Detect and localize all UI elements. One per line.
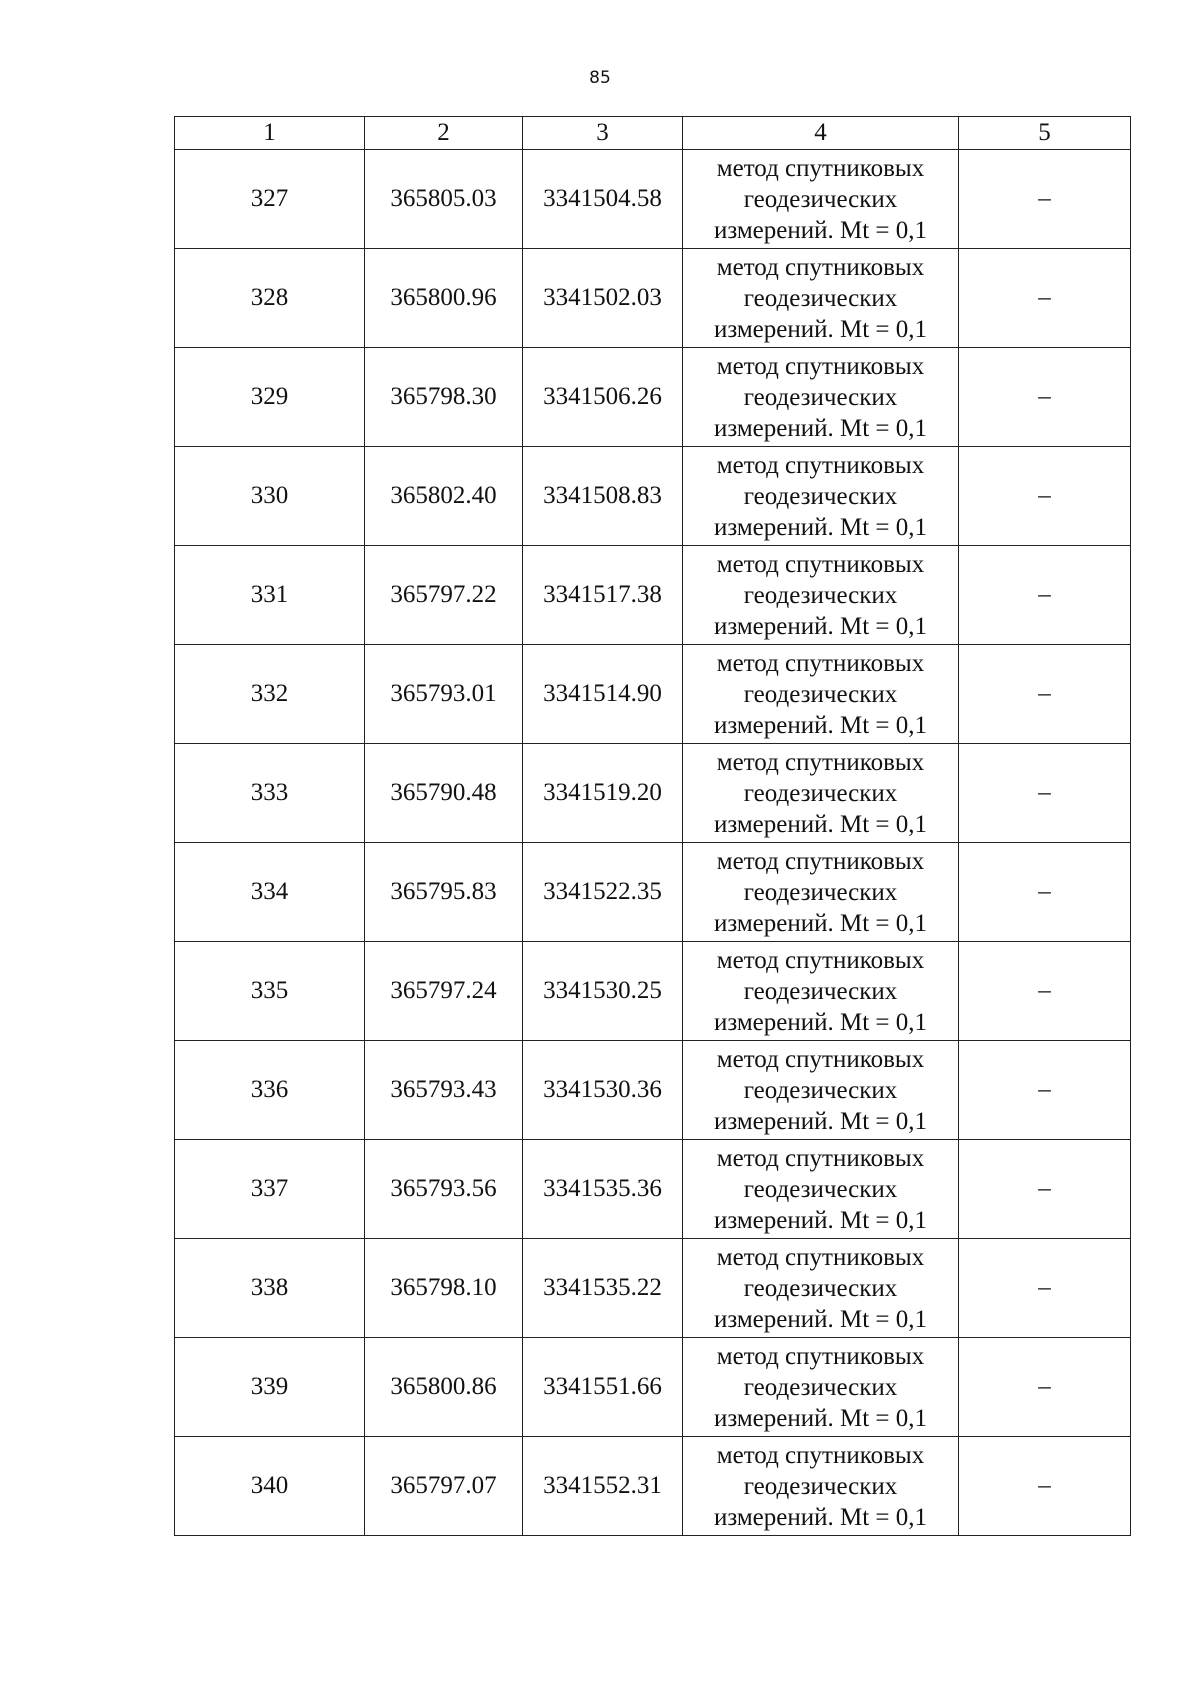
cell-y-coordinate: 3341502.03 xyxy=(523,249,683,348)
method-line: геодезических xyxy=(743,383,898,411)
cell-point-number: 327 xyxy=(175,150,365,249)
table-row xyxy=(175,843,1131,942)
table-body xyxy=(175,150,1131,1536)
method-line: метод спутниковых xyxy=(716,1243,925,1271)
method-line: геодезических xyxy=(743,284,898,312)
method-line: геодезических xyxy=(743,1076,898,1104)
cell-y-coordinate: 3341530.25 xyxy=(523,942,683,1041)
table-row xyxy=(175,1338,1131,1437)
cell-note: – xyxy=(959,249,1131,348)
method-line: метод спутниковых xyxy=(716,451,925,479)
cell-method xyxy=(683,546,959,645)
cell-y-coordinate: 3341522.35 xyxy=(523,843,683,942)
method-line: измерений. Mt = 0,1 xyxy=(713,612,928,640)
method-line: метод спутниковых xyxy=(716,1045,925,1073)
cell-method xyxy=(683,744,959,843)
cell-point-number: 332 xyxy=(175,645,365,744)
cell-method xyxy=(683,843,959,942)
table-row xyxy=(175,744,1131,843)
cell-x-coordinate: 365805.03 xyxy=(365,150,523,249)
cell-y-coordinate: 3341517.38 xyxy=(523,546,683,645)
method-line: геодезических xyxy=(743,1472,898,1500)
cell-x-coordinate: 365802.40 xyxy=(365,447,523,546)
method-line: геодезических xyxy=(743,1175,898,1203)
cell-x-coordinate: 365800.86 xyxy=(365,1338,523,1437)
table-row xyxy=(175,249,1131,348)
table-row xyxy=(175,1140,1131,1239)
table-row xyxy=(175,348,1131,447)
cell-note: – xyxy=(959,744,1131,843)
cell-note: – xyxy=(959,1041,1131,1140)
cell-y-coordinate: 3341508.83 xyxy=(523,447,683,546)
cell-method xyxy=(683,1338,959,1437)
method-line: измерений. Mt = 0,1 xyxy=(713,909,928,937)
method-line: измерений. Mt = 0,1 xyxy=(713,1107,928,1135)
cell-method xyxy=(683,150,959,249)
header-col-1: 1 xyxy=(175,117,365,150)
cell-method xyxy=(683,249,959,348)
cell-y-coordinate: 3341535.22 xyxy=(523,1239,683,1338)
cell-y-coordinate: 3341506.26 xyxy=(523,348,683,447)
cell-note: – xyxy=(959,1140,1131,1239)
method-line: метод спутниковых xyxy=(716,253,925,281)
method-line: измерений. Mt = 0,1 xyxy=(713,216,928,244)
cell-y-coordinate: 3341519.20 xyxy=(523,744,683,843)
method-line: измерений. Mt = 0,1 xyxy=(713,414,928,442)
cell-note: – xyxy=(959,1437,1131,1536)
cell-y-coordinate: 3341504.58 xyxy=(523,150,683,249)
cell-y-coordinate: 3341530.36 xyxy=(523,1041,683,1140)
cell-x-coordinate: 365795.83 xyxy=(365,843,523,942)
cell-note: – xyxy=(959,1338,1131,1437)
cell-x-coordinate: 365793.01 xyxy=(365,645,523,744)
table-row xyxy=(175,1041,1131,1140)
page-number: 85 xyxy=(589,68,611,88)
cell-note: – xyxy=(959,150,1131,249)
cell-point-number: 331 xyxy=(175,546,365,645)
method-line: метод спутниковых xyxy=(716,748,925,776)
method-line: измерений. Mt = 0,1 xyxy=(713,1305,928,1333)
cell-note: – xyxy=(959,1239,1131,1338)
method-line: измерений. Mt = 0,1 xyxy=(713,513,928,541)
table-row xyxy=(175,942,1131,1041)
method-line: метод спутниковых xyxy=(716,154,925,182)
cell-method xyxy=(683,645,959,744)
cell-method xyxy=(683,1140,959,1239)
cell-point-number: 330 xyxy=(175,447,365,546)
cell-x-coordinate: 365793.43 xyxy=(365,1041,523,1140)
header-row xyxy=(175,117,1131,150)
cell-x-coordinate: 365798.30 xyxy=(365,348,523,447)
method-line: измерений. Mt = 0,1 xyxy=(713,711,928,739)
cell-x-coordinate: 365800.96 xyxy=(365,249,523,348)
cell-x-coordinate: 365797.07 xyxy=(365,1437,523,1536)
method-line: измерений. Mt = 0,1 xyxy=(713,315,928,343)
cell-point-number: 339 xyxy=(175,1338,365,1437)
method-line: измерений. Mt = 0,1 xyxy=(713,1008,928,1036)
cell-method xyxy=(683,447,959,546)
method-line: геодезических xyxy=(743,878,898,906)
cell-note: – xyxy=(959,348,1131,447)
method-line: геодезических xyxy=(743,482,898,510)
method-line: измерений. Mt = 0,1 xyxy=(713,810,928,838)
table-row xyxy=(175,447,1131,546)
cell-point-number: 340 xyxy=(175,1437,365,1536)
method-line: геодезических xyxy=(743,581,898,609)
cell-method xyxy=(683,942,959,1041)
header-col-2: 2 xyxy=(365,117,523,150)
table-row xyxy=(175,645,1131,744)
method-line: измерений. Mt = 0,1 xyxy=(713,1404,928,1432)
method-line: геодезических xyxy=(743,1373,898,1401)
method-line: измерений. Mt = 0,1 xyxy=(713,1206,928,1234)
cell-point-number: 338 xyxy=(175,1239,365,1338)
table-row xyxy=(175,1437,1131,1536)
method-line: метод спутниковых xyxy=(716,649,925,677)
header-col-3: 3 xyxy=(523,117,683,150)
cell-x-coordinate: 365790.48 xyxy=(365,744,523,843)
header-col-4: 4 xyxy=(683,117,959,150)
table-row xyxy=(175,1239,1131,1338)
method-line: метод спутниковых xyxy=(716,1441,925,1469)
cell-y-coordinate: 3341552.31 xyxy=(523,1437,683,1536)
method-line: геодезических xyxy=(743,977,898,1005)
method-line: геодезических xyxy=(743,185,898,213)
method-line: геодезических xyxy=(743,779,898,807)
cell-point-number: 336 xyxy=(175,1041,365,1140)
cell-y-coordinate: 3341535.36 xyxy=(523,1140,683,1239)
cell-method xyxy=(683,348,959,447)
method-line: метод спутниковых xyxy=(716,1342,925,1370)
cell-x-coordinate: 365798.10 xyxy=(365,1239,523,1338)
cell-x-coordinate: 365793.56 xyxy=(365,1140,523,1239)
cell-note: – xyxy=(959,546,1131,645)
cell-note: – xyxy=(959,645,1131,744)
cell-method xyxy=(683,1239,959,1338)
table-header xyxy=(175,117,1131,150)
header-col-5: 5 xyxy=(959,117,1131,150)
method-line: метод спутниковых xyxy=(716,946,925,974)
cell-x-coordinate: 365797.24 xyxy=(365,942,523,1041)
cell-y-coordinate: 3341551.66 xyxy=(523,1338,683,1437)
method-line: измерений. Mt = 0,1 xyxy=(713,1503,928,1531)
cell-note: – xyxy=(959,447,1131,546)
cell-method xyxy=(683,1437,959,1536)
cell-x-coordinate: 365797.22 xyxy=(365,546,523,645)
table-row xyxy=(175,150,1131,249)
table-row xyxy=(175,546,1131,645)
coordinates-table xyxy=(174,116,1131,1536)
method-line: метод спутниковых xyxy=(716,352,925,380)
method-line: геодезических xyxy=(743,680,898,708)
cell-point-number: 329 xyxy=(175,348,365,447)
cell-point-number: 328 xyxy=(175,249,365,348)
cell-note: – xyxy=(959,942,1131,1041)
method-line: геодезических xyxy=(743,1274,898,1302)
cell-point-number: 334 xyxy=(175,843,365,942)
method-line: метод спутниковых xyxy=(716,847,925,875)
cell-point-number: 337 xyxy=(175,1140,365,1239)
cell-point-number: 333 xyxy=(175,744,365,843)
method-line: метод спутниковых xyxy=(716,1144,925,1172)
method-line: метод спутниковых xyxy=(716,550,925,578)
cell-note: – xyxy=(959,843,1131,942)
cell-method xyxy=(683,1041,959,1140)
cell-point-number: 335 xyxy=(175,942,365,1041)
cell-y-coordinate: 3341514.90 xyxy=(523,645,683,744)
